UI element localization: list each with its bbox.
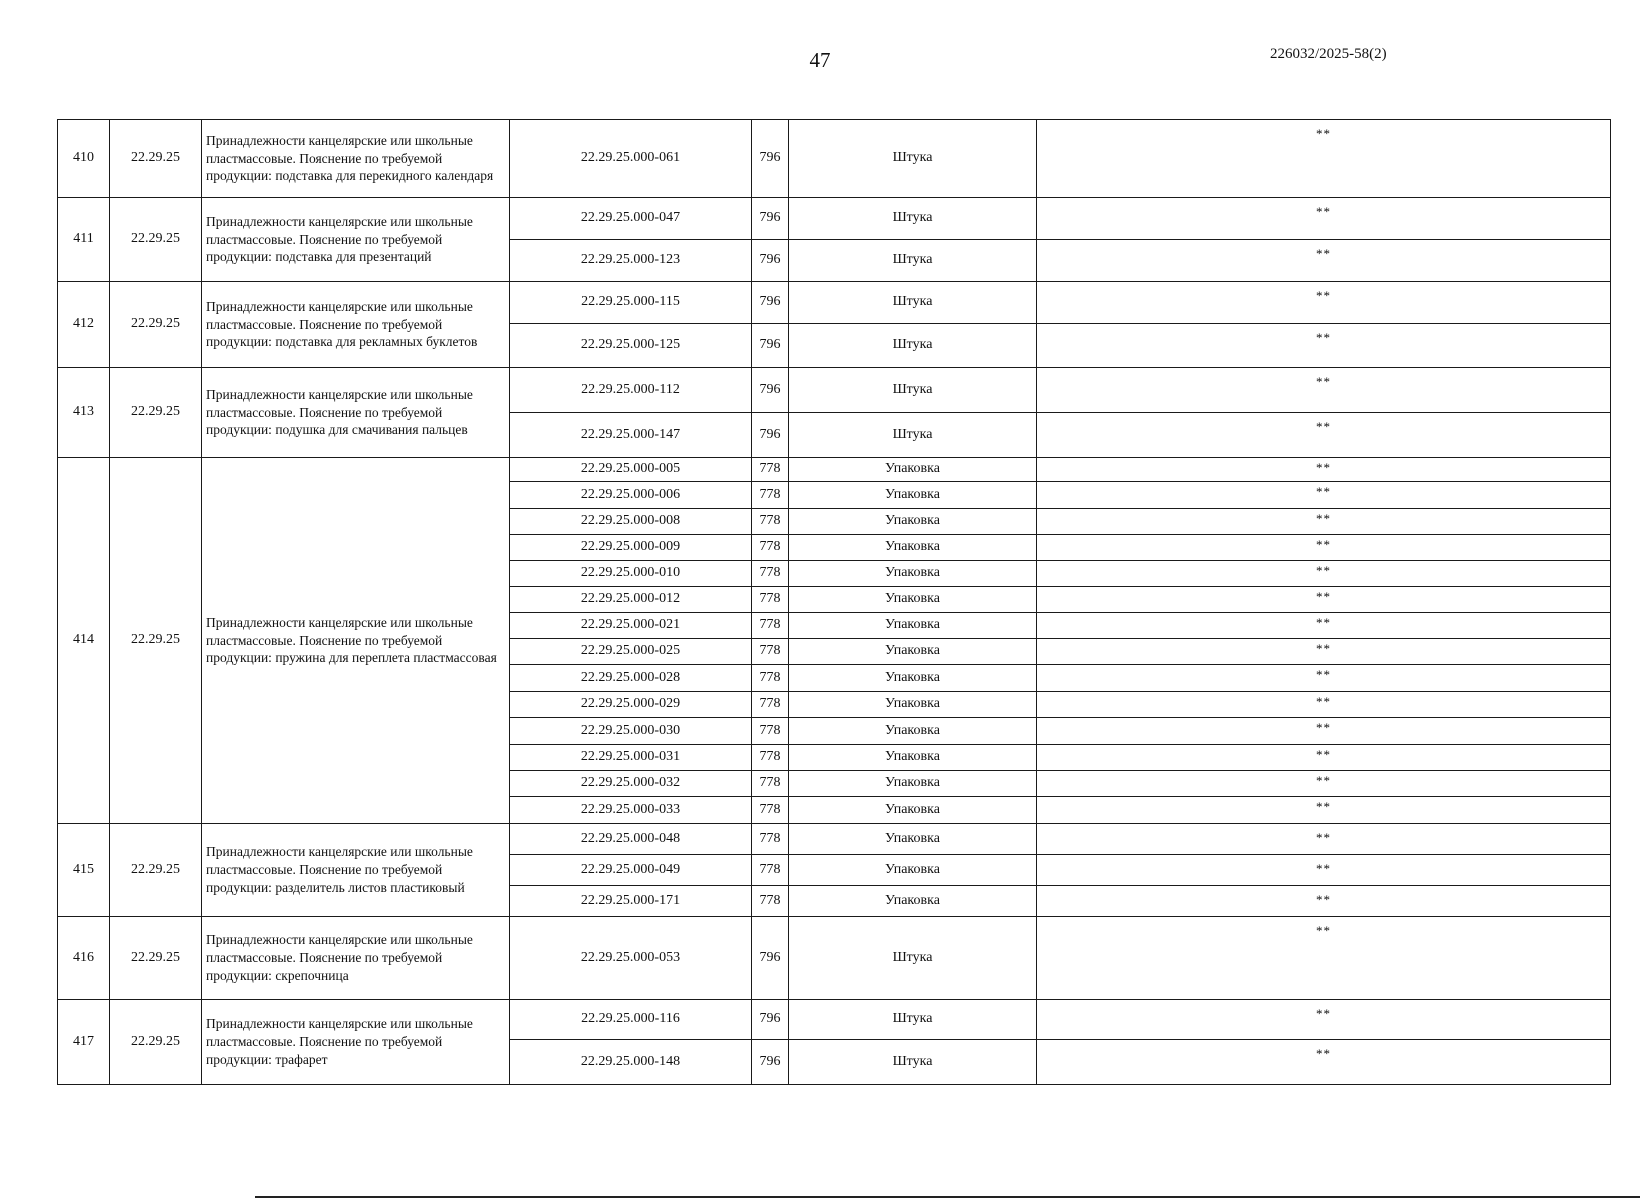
unit-name: Штука	[789, 368, 1037, 413]
table-row	[58, 1000, 1611, 1040]
unit-name: Упаковка	[789, 613, 1037, 639]
ktru-code: 22.29.25.000-148	[510, 1040, 752, 1085]
unit-okei-code: 796	[752, 413, 789, 458]
unit-okei-code: 778	[752, 458, 789, 482]
product-description: Принадлежности канцелярские или школьные пластмассовые. Пояснение по требуемой продукции: подставка для презентаций	[202, 198, 510, 282]
unit-name: Штука	[789, 1000, 1037, 1040]
table-body	[58, 120, 1611, 1085]
unit-name: Упаковка	[789, 458, 1037, 482]
ktru-code: 22.29.25.000-116	[510, 1000, 752, 1040]
ktru-code: 22.29.25.000-025	[510, 639, 752, 665]
unit-name: Упаковка	[789, 824, 1037, 855]
table-row	[58, 458, 1611, 482]
unit-okei-code: 796	[752, 282, 789, 324]
unit-okei-code: 778	[752, 692, 789, 718]
requirements-note: **	[1037, 718, 1611, 745]
ktru-code: 22.29.25.000-028	[510, 665, 752, 692]
table-row	[58, 368, 1611, 413]
ktru-code: 22.29.25.000-008	[510, 509, 752, 535]
requirements-note: **	[1037, 886, 1611, 917]
row-number: 413	[58, 368, 110, 458]
requirements-note: **	[1037, 745, 1611, 771]
ktru-code: 22.29.25.000-012	[510, 587, 752, 613]
requirements-note: **	[1037, 855, 1611, 886]
unit-okei-code: 796	[752, 1040, 789, 1085]
unit-name: Штука	[789, 198, 1037, 240]
ktru-code: 22.29.25.000-123	[510, 240, 752, 282]
ktru-code: 22.29.25.000-033	[510, 797, 752, 824]
okpd2-code: 22.29.25	[110, 198, 202, 282]
unit-name: Упаковка	[789, 665, 1037, 692]
unit-okei-code: 778	[752, 639, 789, 665]
unit-okei-code: 796	[752, 917, 789, 1000]
unit-okei-code: 778	[752, 824, 789, 855]
okpd2-code: 22.29.25	[110, 1000, 202, 1085]
unit-okei-code: 778	[752, 587, 789, 613]
row-number: 411	[58, 198, 110, 282]
unit-name: Штука	[789, 324, 1037, 368]
unit-name: Упаковка	[789, 745, 1037, 771]
unit-name: Упаковка	[789, 482, 1037, 509]
unit-name: Штука	[789, 240, 1037, 282]
ktru-code: 22.29.25.000-049	[510, 855, 752, 886]
unit-name: Упаковка	[789, 535, 1037, 561]
okpd2-code: 22.29.25	[110, 824, 202, 917]
unit-name: Упаковка	[789, 855, 1037, 886]
row-number: 414	[58, 458, 110, 824]
requirements-note: **	[1037, 368, 1611, 413]
unit-okei-code: 778	[752, 886, 789, 917]
unit-okei-code: 778	[752, 509, 789, 535]
requirements-note: **	[1037, 413, 1611, 458]
unit-okei-code: 778	[752, 797, 789, 824]
ktru-code: 22.29.25.000-032	[510, 771, 752, 797]
requirements-note: **	[1037, 282, 1611, 324]
unit-okei-code: 796	[752, 324, 789, 368]
unit-okei-code: 778	[752, 855, 789, 886]
ktru-code: 22.29.25.000-171	[510, 886, 752, 917]
unit-okei-code: 796	[752, 368, 789, 413]
okpd2-code: 22.29.25	[110, 458, 202, 824]
ktru-code: 22.29.25.000-048	[510, 824, 752, 855]
okpd2-code: 22.29.25	[110, 917, 202, 1000]
product-description: Принадлежности канцелярские или школьные пластмассовые. Пояснение по требуемой продукции: скрепочница	[202, 917, 510, 1000]
product-description: Принадлежности канцелярские или школьные пластмассовые. Пояснение по требуемой продукции: подушка для смачивания пальцев	[202, 368, 510, 458]
ktru-code: 22.29.25.000-005	[510, 458, 752, 482]
unit-name: Упаковка	[789, 639, 1037, 665]
row-number: 416	[58, 917, 110, 1000]
ktru-code: 22.29.25.000-030	[510, 718, 752, 745]
table-row	[58, 824, 1611, 855]
unit-name: Упаковка	[789, 587, 1037, 613]
requirements-note: **	[1037, 535, 1611, 561]
ktru-code: 22.29.25.000-047	[510, 198, 752, 240]
document-id: 226032/2025-58(2)	[1270, 46, 1387, 62]
unit-name: Штука	[789, 1040, 1037, 1085]
unit-okei-code: 778	[752, 535, 789, 561]
unit-name: Упаковка	[789, 886, 1037, 917]
table-row	[58, 282, 1611, 324]
requirements-note: **	[1037, 917, 1611, 1000]
requirements-note: **	[1037, 240, 1611, 282]
ktru-code: 22.29.25.000-021	[510, 613, 752, 639]
unit-okei-code: 778	[752, 745, 789, 771]
table-row	[58, 198, 1611, 240]
ktru-code: 22.29.25.000-125	[510, 324, 752, 368]
requirements-note: **	[1037, 1000, 1611, 1040]
unit-okei-code: 778	[752, 613, 789, 639]
unit-name: Штука	[789, 282, 1037, 324]
okpd2-code: 22.29.25	[110, 282, 202, 368]
requirements-note: **	[1037, 561, 1611, 587]
product-description: Принадлежности канцелярские или школьные пластмассовые. Пояснение по требуемой продукции: подставка для перекидного календаря	[202, 120, 510, 198]
ktru-code: 22.29.25.000-061	[510, 120, 752, 198]
unit-okei-code: 778	[752, 561, 789, 587]
unit-name: Штука	[789, 413, 1037, 458]
ktru-code: 22.29.25.000-053	[510, 917, 752, 1000]
requirements-note: **	[1037, 509, 1611, 535]
ktru-code: 22.29.25.000-147	[510, 413, 752, 458]
unit-name: Штука	[789, 917, 1037, 1000]
requirements-note: **	[1037, 824, 1611, 855]
unit-name: Упаковка	[789, 509, 1037, 535]
ktru-code: 22.29.25.000-006	[510, 482, 752, 509]
unit-okei-code: 778	[752, 482, 789, 509]
unit-name: Упаковка	[789, 692, 1037, 718]
requirements-note: **	[1037, 639, 1611, 665]
product-description: Принадлежности канцелярские или школьные пластмассовые. Пояснение по требуемой продукции: подставка для рекламных буклетов	[202, 282, 510, 368]
row-number: 417	[58, 1000, 110, 1085]
requirements-note: **	[1037, 324, 1611, 368]
requirements-note: **	[1037, 482, 1611, 509]
product-description: Принадлежности канцелярские или школьные пластмассовые. Пояснение по требуемой продукции: разделитель листов пластиковый	[202, 824, 510, 917]
unit-name: Упаковка	[789, 797, 1037, 824]
ktru-code: 22.29.25.000-112	[510, 368, 752, 413]
row-number: 410	[58, 120, 110, 198]
unit-okei-code: 796	[752, 198, 789, 240]
unit-okei-code: 796	[752, 1000, 789, 1040]
unit-okei-code: 796	[752, 120, 789, 198]
unit-okei-code: 778	[752, 718, 789, 745]
unit-okei-code: 778	[752, 771, 789, 797]
table-row	[58, 120, 1611, 198]
unit-name: Упаковка	[789, 718, 1037, 745]
unit-okei-code: 796	[752, 240, 789, 282]
row-number: 415	[58, 824, 110, 917]
unit-name: Штука	[789, 120, 1037, 198]
ktru-code: 22.29.25.000-009	[510, 535, 752, 561]
unit-name: Упаковка	[789, 561, 1037, 587]
requirements-note: **	[1037, 120, 1611, 198]
requirements-note: **	[1037, 665, 1611, 692]
requirements-note: **	[1037, 198, 1611, 240]
requirements-note: **	[1037, 797, 1611, 824]
requirements-note: **	[1037, 458, 1611, 482]
unit-okei-code: 778	[752, 665, 789, 692]
ktru-code: 22.29.25.000-115	[510, 282, 752, 324]
ktru-code: 22.29.25.000-010	[510, 561, 752, 587]
okpd2-code: 22.29.25	[110, 368, 202, 458]
requirements-note: **	[1037, 771, 1611, 797]
products-table	[57, 119, 1611, 1085]
ktru-code: 22.29.25.000-031	[510, 745, 752, 771]
okpd2-code: 22.29.25	[110, 120, 202, 198]
requirements-note: **	[1037, 613, 1611, 639]
page-bottom-rule	[255, 1196, 1640, 1198]
product-description: Принадлежности канцелярские или школьные пластмассовые. Пояснение по требуемой продукции: трафарет	[202, 1000, 510, 1085]
requirements-note: **	[1037, 587, 1611, 613]
requirements-note: **	[1037, 692, 1611, 718]
unit-name: Упаковка	[789, 771, 1037, 797]
product-description: Принадлежности канцелярские или школьные пластмассовые. Пояснение по требуемой продукции: пружина для переплета пластмассовая	[202, 458, 510, 824]
row-number: 412	[58, 282, 110, 368]
page-number: 47	[809, 48, 831, 72]
ktru-code: 22.29.25.000-029	[510, 692, 752, 718]
requirements-note: **	[1037, 1040, 1611, 1085]
table-row	[58, 917, 1611, 1000]
